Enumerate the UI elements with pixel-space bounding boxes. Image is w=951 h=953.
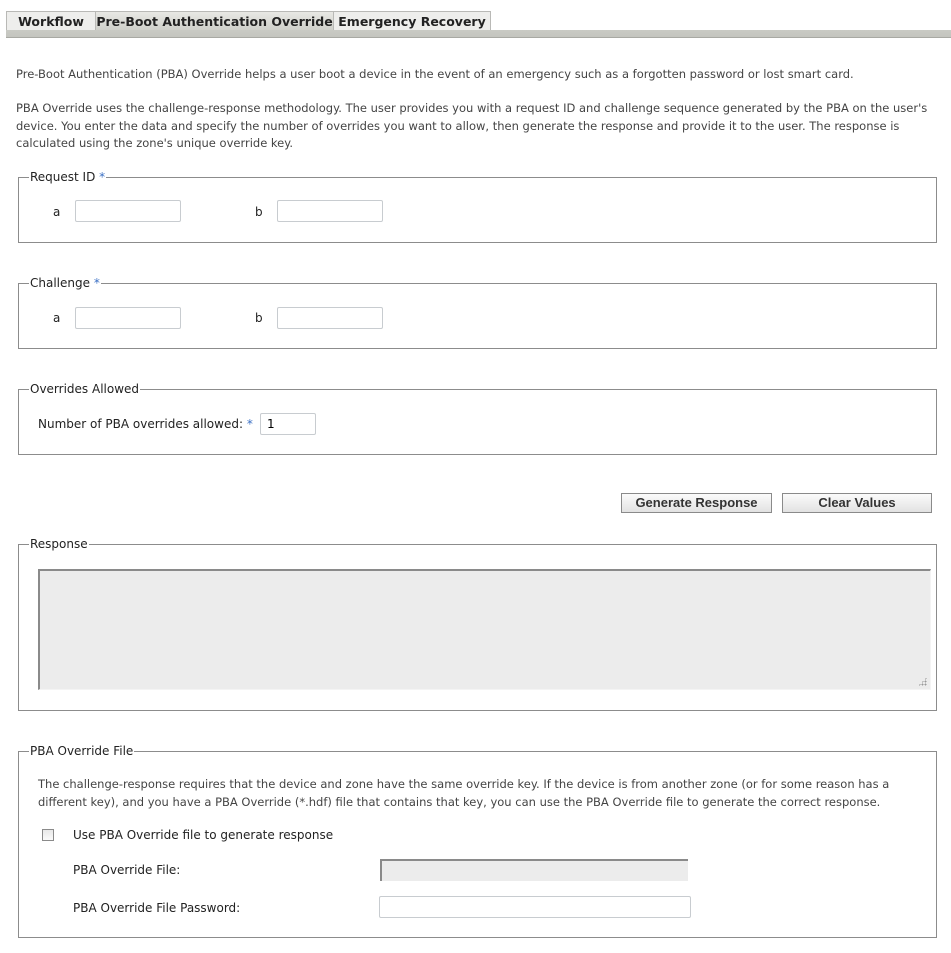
request-id-b-input[interactable] [277,200,383,222]
pba-override-file-password-input[interactable] [379,896,691,918]
challenge-a-input[interactable] [75,307,181,329]
pba-override-file-label: PBA Override File: [73,863,181,877]
request-id-b-label: b [255,205,263,219]
use-pba-override-file-checkbox[interactable] [42,829,54,841]
pba-override-file-description: The challenge-response requires that the device and zone have the same override key. If the device is from another zone (or for some reason has a different key), and you have a PBA Override (*.hdf) file that contains that key, you can use the PBA Override file to generate the correct response. [38,777,890,809]
overrides-count-input[interactable] [260,413,316,435]
request-id-a-label: a [53,205,61,219]
challenge-legend: Challenge * [30,276,100,290]
use-pba-override-file-label: Use PBA Override file to generate response [73,828,334,842]
challenge-a-label: a [53,311,61,325]
response-textarea[interactable] [38,569,931,690]
required-marker: * [93,276,100,290]
tab-pre-boot-authentication-override[interactable]: Pre-Boot Authentication Override [95,11,334,30]
pba-override-file-password-label: PBA Override File Password: [73,901,241,915]
request-id-a-input[interactable] [75,200,181,222]
overrides-count-label: Number of PBA overrides allowed: * [38,417,253,431]
required-marker: * [246,417,253,431]
clear-values-button[interactable]: Clear Values [782,493,932,513]
challenge-b-input[interactable] [277,307,383,329]
request-id-legend: Request ID * [30,170,106,184]
resize-grip-icon[interactable] [918,677,927,686]
tab-workflow[interactable]: Workflow [6,11,96,30]
required-marker: * [99,170,106,184]
generate-response-button[interactable]: Generate Response [621,493,772,513]
intro-paragraph-1: Pre-Boot Authentication (PBA) Override helps a user boot a device in the event of an emergency such as a forgotten password or lost smart card. [16,67,854,81]
overrides-allowed-legend: Overrides Allowed [30,382,140,396]
challenge-b-label: b [255,311,263,325]
response-legend: Response [30,537,88,551]
intro-paragraph-2: PBA Override uses the challenge-response methodology. The user provides you with a request ID and challenge sequence generated by the PBA on the user's device. You enter the data and specify the number of overrides you want to allow, then generate the response and provide it to the user. The response is calculated using the zone's unique override key. [16,101,928,150]
pba-override-file-legend: PBA Override File [30,744,134,758]
tab-emergency-recovery[interactable]: Emergency Recovery [333,11,491,30]
pba-override-file-input [380,859,688,881]
tab-bar-strip [6,30,951,38]
